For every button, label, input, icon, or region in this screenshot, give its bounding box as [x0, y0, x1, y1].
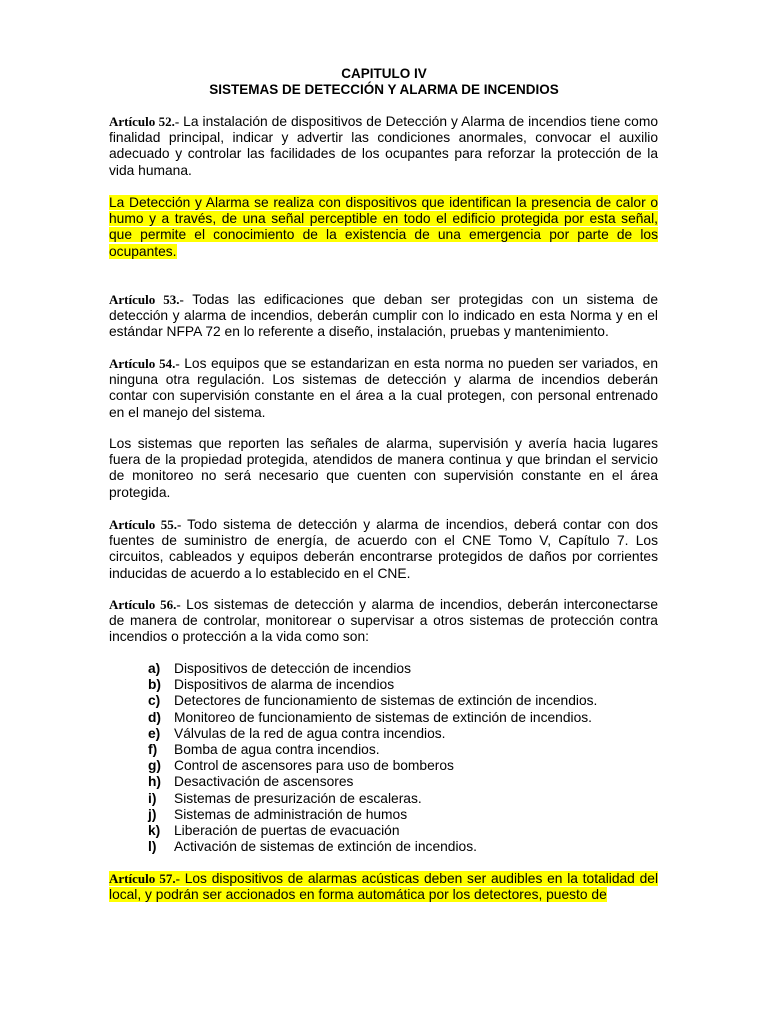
- list-item-text: Sistemas de administración de humos: [174, 806, 408, 822]
- article-52: [109, 114, 658, 179]
- article-55: [109, 517, 658, 582]
- list-marker: e): [148, 725, 161, 741]
- list-item-text: Dispositivos de detección de incendios: [174, 661, 411, 676]
- chapter-subtitle: SISTEMAS DE DETECCIÓN Y ALARMA DE INCENDIOS: [209, 82, 559, 97]
- article-52-label: Artículo 52.-: [109, 114, 180, 129]
- list-item: [148, 839, 668, 855]
- list-marker: k): [148, 823, 161, 839]
- list-item-text: Dispositivos de alarma de incendios: [174, 677, 395, 693]
- list-item-text: Sistemas de presurización de escaleras.: [174, 790, 422, 806]
- list-item-text: Monitoreo de funcionamiento de sistemas de extinción de incendios.: [174, 709, 592, 725]
- article-53-label: Artículo 53.-: [109, 292, 184, 307]
- list-item-text: Liberación de puertas de evacuación: [174, 823, 400, 839]
- paragraph-monitoring: [109, 436, 658, 501]
- list-item: [148, 774, 668, 790]
- list-item-text: Activación de sistemas de extinción de incendios.: [174, 839, 477, 855]
- list-item: [148, 677, 668, 693]
- list-item: [148, 791, 668, 807]
- list-item-text: Bomba de agua contra incendios.: [174, 742, 380, 758]
- article-57: [109, 871, 658, 903]
- article-53: [109, 292, 658, 341]
- list-item: [148, 661, 668, 677]
- list-item-text: Detectores de funcionamiento de sistemas de extinción de incendios.: [174, 693, 598, 709]
- article-55-text: Todo sistema de detección y alarma de incendios, deberá contar con dos fuentes de suministro de energía, de acuerdo con el CNE Tomo V, Capítulo 7. Los circuitos, cableados y equipos deberán encontrarse protegidos de daños por corrientes inducidas de acuerdo a lo establecido en el CNE.: [109, 517, 658, 581]
- article-54-text: Los equipos que se estandarizan en esta norma no pueden ser variados, en ninguna otra regulación. Los sistemas de detección y alarma de incendios deberán contar con supervisión constante en el área a la cual protegen, con personal entrenado en el manejo del sistema.: [109, 356, 658, 420]
- list-marker: i): [148, 790, 157, 806]
- article-57-text: Los dispositivos de alarmas acústicas deben ser audibles en la totalidad del local, y podrán ser accionados en forma automática por los detectores, puesto de: [109, 871, 659, 903]
- highlighted-paragraph-detection: [109, 195, 658, 260]
- list-item-text: Desactivación de ascensores: [174, 774, 354, 790]
- article-56-text: Los sistemas de detección y alarma de incendios, deberán interconectarse de manera de controlar, monitorear o supervisar a otros sistemas de protección contra incendios o protección a la vida como son:: [109, 597, 658, 645]
- article-52-text: La instalación de dispositivos de Detección y Alarma de incendios tiene como finalidad principal, indicar y advertir las condiciones anormales, convocar el auxilio adecuado y controlar las facilidades de los ocupantes para reforzar la protección de la vida humana.: [109, 114, 659, 178]
- list-marker: c): [148, 693, 161, 709]
- list-item: [148, 758, 668, 774]
- list-item-text: Válvulas de la red de agua contra incendios.: [174, 725, 446, 741]
- list-marker: l): [148, 839, 157, 855]
- article-56: [109, 597, 658, 646]
- list-marker: f): [148, 742, 158, 758]
- article-53-text: Todas las edificaciones que deban ser protegidas con un sistema de detección y alarma de incendios, deberán cumplir con lo indicado en esta Norma y en el estándar NFPA 72 en lo referente a diseño, instalación, pruebas y mantenimiento.: [109, 292, 658, 340]
- article-56-label: Artículo 56.-: [109, 597, 181, 612]
- list-marker: a): [148, 661, 161, 676]
- list-item-text: Control de ascensores para uso de bomberos: [174, 758, 454, 774]
- list-item: [148, 742, 668, 758]
- list-item: [148, 807, 668, 823]
- list-item: [148, 726, 668, 742]
- article-55-label: Artículo 55.-: [109, 517, 182, 532]
- list-item: [148, 693, 668, 709]
- list-item: [148, 710, 668, 726]
- list-marker: h): [148, 774, 162, 790]
- highlighted-text: La Detección y Alarma se realiza con dispositivos que identifican la presencia de calor o humo y a través, de una señal perceptible en todo el edificio protegida por esta señal, que permite el conocimiento de la existencia de una emergencia por parte de los ocupantes.: [109, 195, 658, 259]
- list-marker: g): [148, 758, 162, 774]
- article-54: [109, 356, 658, 421]
- list-marker: j): [148, 806, 157, 822]
- list-marker: b): [148, 677, 162, 693]
- list-marker: d): [148, 709, 162, 725]
- article-54-label: Artículo 54.-: [109, 356, 180, 371]
- interconnected-systems-list: [148, 661, 668, 855]
- paragraph-monitoring-text: Los sistemas que reporten las señales de alarma, supervisión y avería hacia lugares fuera de la propiedad protegida, atendidos de manera continua y que brindan el servicio de monitoreo no será necesario que cuenten con supervisión constante en el área protegida.: [109, 436, 658, 500]
- article-57-highlight: [109, 871, 658, 902]
- article-57-label: Artículo 57.-: [109, 871, 180, 886]
- chapter-title: CAPITULO IV: [341, 66, 427, 81]
- list-item: [148, 823, 668, 839]
